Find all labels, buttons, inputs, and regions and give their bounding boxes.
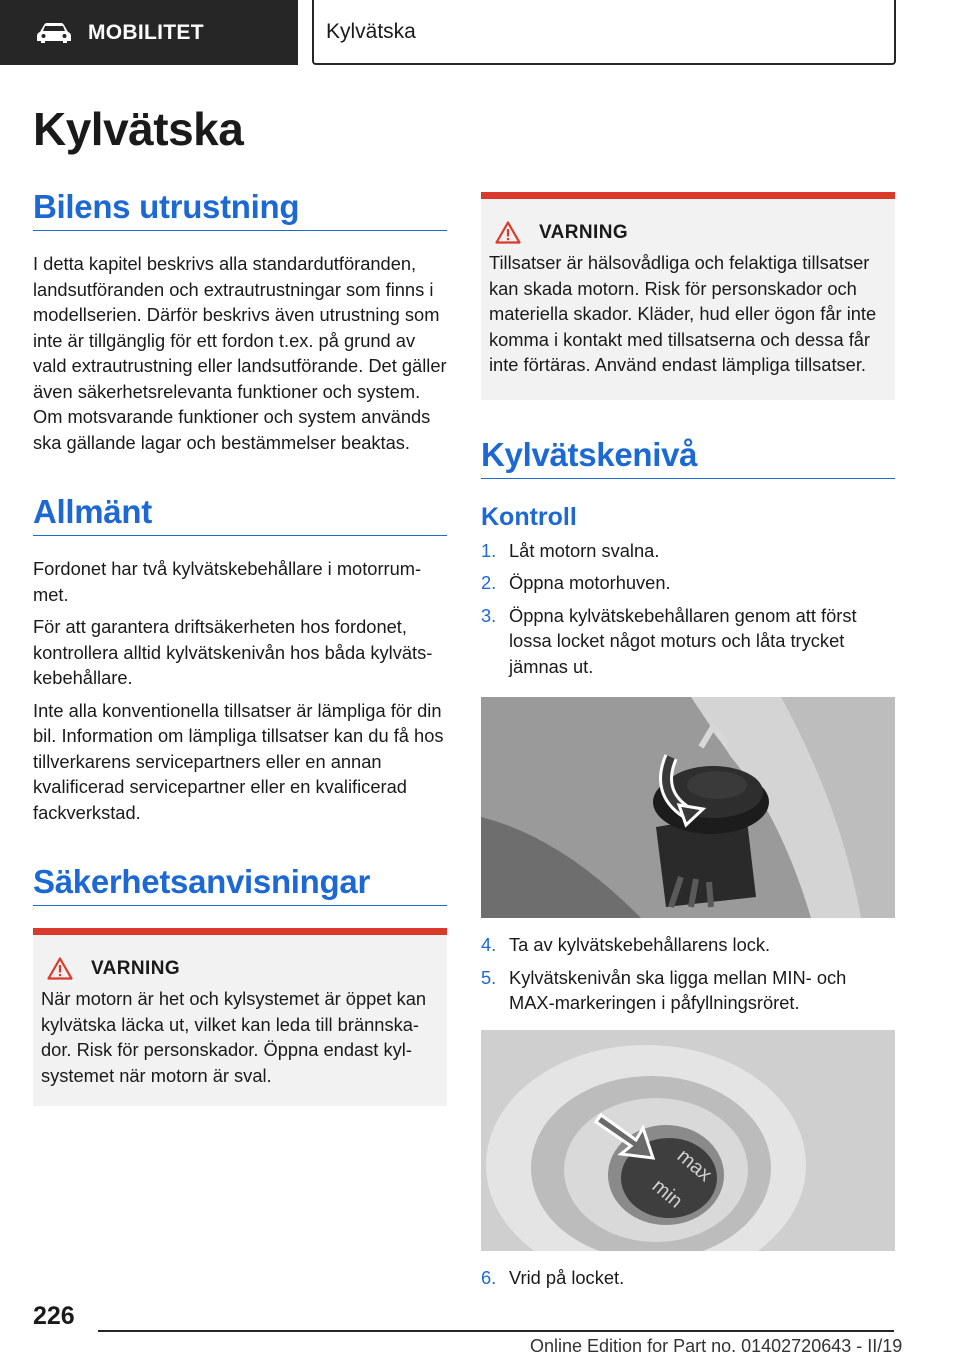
warning-label: VARNING xyxy=(539,221,629,243)
warning-label: VARNING xyxy=(91,957,181,979)
right-column xyxy=(481,192,895,1297)
page-title: Kylvätska xyxy=(33,103,244,155)
warning-box xyxy=(33,928,447,1106)
section-tab xyxy=(0,0,298,65)
list-item: 3. Öppna kylvätskebehållaren genom att först lossa locket något moturs och låta trycket jämnas ut. xyxy=(481,604,857,677)
paragraph: För att garantera driftsäkerheten hos fordonet, kontrollera alltid kylvätskenivån hos båda kylvätskebehållare. xyxy=(33,616,433,688)
paragraph: Inte alla konventionella tillsatser är lämpliga för din bil. Information om lämpliga tillsatser kan du få hos tillverkarens servicepartners eller en annan kvalificerad servicepartner eller en kvalificerad fackverkstad. xyxy=(33,699,444,823)
warning-text: När motorn är het och kylsystemet är öppet kan kylvätska läcka ut, vilket kan leda till brännskador. Risk för personskador. Öppna endast kylsystemet när motorn är sval. xyxy=(41,988,427,1086)
heading-sakerhetsanvisningar: Säkerhetsanvisningar xyxy=(33,863,447,906)
list-item: 6. Vrid på locket. xyxy=(481,1266,625,1288)
min-mark-label: min xyxy=(647,1174,687,1213)
subheading-kontroll: Kontroll xyxy=(481,502,577,531)
heading-kylvatskeniva: Kylvätskenivå xyxy=(481,436,895,479)
warning-triangle-icon xyxy=(495,221,521,244)
warning-header xyxy=(41,957,439,980)
list-item: 2. Öppna motorhuven. xyxy=(481,572,671,593)
warning-triangle-icon xyxy=(47,957,73,980)
list-item: 4. Ta av kylvätskebehållarens lock. xyxy=(481,934,771,955)
photo-coolant-reservoir-cap xyxy=(481,697,895,918)
list-item: 1. Låt motorn svalna. xyxy=(481,539,660,561)
steps-list xyxy=(481,1265,895,1291)
section-label: MOBILITET xyxy=(88,20,204,44)
warning-box xyxy=(481,192,895,400)
left-column xyxy=(33,188,447,1106)
steps-list xyxy=(481,538,895,680)
photo-filler-neck-markings xyxy=(481,1030,895,1251)
list-item: 5. Kylvätskenivån ska ligga mellan MIN- och MAX-markeringen i påfyllningsröret. xyxy=(481,966,847,1013)
heading-bilens-utrustning: Bilens utrustning xyxy=(33,188,447,231)
page-number: 226 xyxy=(33,1302,75,1330)
paragraph: Fordonet har två kylvätskebehållare i motorrummet. xyxy=(33,558,422,605)
footer-divider xyxy=(98,1330,894,1332)
max-mark-label: max xyxy=(672,1144,716,1186)
heading-allmant: Allmänt xyxy=(33,493,447,536)
steps-list xyxy=(481,932,895,1016)
warning-header xyxy=(489,221,887,244)
warning-text: Tillsatser är hälsovådliga och felaktiga tillsatser kan skada motorn. Risk för personskador och materiella skador. Kläder, hud eller ögon får inte komma i kontakt med tillsatserna och dessa får inte förtäras. Använd endast lämpliga tillsatser. xyxy=(489,252,877,375)
chapter-label: Kylvätska xyxy=(326,19,416,43)
edition-text: Online Edition for Part no. 01402720643 - II/19 xyxy=(530,1336,903,1356)
paragraph: I detta kapitel beskrivs alla standardutföranden, landsutföranden och extrautrustningar som finns i modellserien. Därför beskrivs även utrustning som inte är tillgänglig för ett fordon t.ex. på grund av vald extrautrustning eller landsutförande. Det gäller även säkerhetsrelevanta funktioner och system. Om motsvarande funktioner och system används ska gällande lagar och bestämmelser beaktas. xyxy=(33,253,447,453)
car-icon xyxy=(36,22,72,44)
chapter-tab xyxy=(312,0,896,65)
